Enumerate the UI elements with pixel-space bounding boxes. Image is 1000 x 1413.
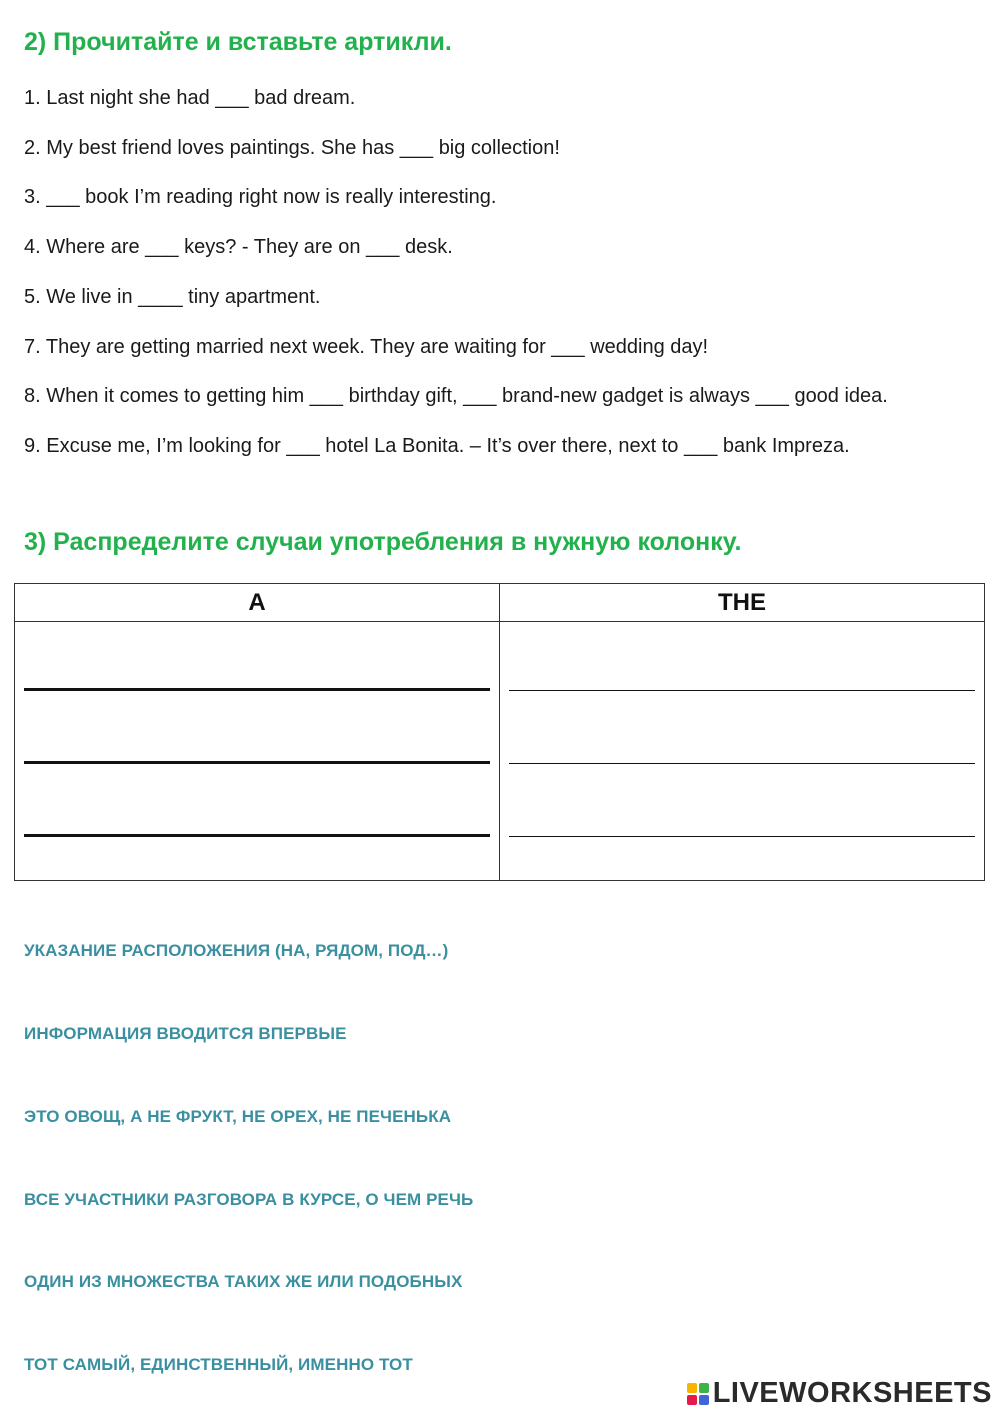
sentence-5: 5. We live in ____ tiny apartment. [24,286,321,308]
answer-line-a-3[interactable] [24,834,490,837]
column-header-a: A [15,584,500,622]
answer-line-the-3[interactable] [509,836,975,837]
sentence-7: 7. They are getting married next week. They are waiting for ___ wedding day! [24,336,709,358]
logo-text: LIVEWORKSHEETS [712,1377,992,1409]
liveworksheets-logo [687,1377,992,1410]
option-first-mention[interactable]: ИНФОРМАЦИЯ ВВОДИТСЯ ВПЕРВЫЕ [24,1024,347,1043]
option-location[interactable]: УКАЗАНИЕ РАСПОЛОЖЕНИЯ (НА, РЯДОМ, ПОД…) [24,941,449,960]
logo-grid-icon [687,1383,709,1405]
sentence-9: 9. Excuse me, I’m looking for ___ hotel La Bonita. – It’s over there, next to ___ bank Impreza. [24,435,850,457]
option-one-of-many[interactable]: ОДИН ИЗ МНОЖЕСТВА ТАКИХ ЖЕ ИЛИ ПОДОБНЫХ [24,1272,463,1291]
sentence-4: 4. Where are ___ keys? - They are on ___ desk. [24,236,453,258]
section-2-title: 2) Прочитайте и вставьте артикли. [24,28,452,56]
drop-zone-the[interactable] [500,622,985,881]
section-3-title: 3) Распределите случаи употребления в нужную колонку. [24,528,742,556]
sorting-table [14,583,985,881]
column-header-the: THE [500,584,985,622]
sentence-2: 2. My best friend loves paintings. She has ___ big collection! [24,137,560,159]
logo-square-4 [699,1395,709,1405]
option-shared-context[interactable]: ВСЕ УЧАСТНИКИ РАЗГОВОРА В КУРСЕ, О ЧЕМ РЕЧЬ [24,1190,474,1209]
answer-line-the-2[interactable] [509,763,975,764]
logo-square-2 [699,1383,709,1393]
sentence-8: 8. When it comes to getting him ___ birthday gift, ___ brand-new gadget is always ___ good idea. [24,385,888,407]
drop-zone-a[interactable] [15,622,500,881]
answer-line-a-2[interactable] [24,761,490,764]
option-vegetable[interactable]: ЭТО ОВОЩ, А НЕ ФРУКТ, НЕ ОРЕХ, НЕ ПЕЧЕНЬКА [24,1107,452,1126]
answer-line-a-1[interactable] [24,688,490,691]
option-the-very-one[interactable]: ТОТ САМЫЙ, ЕДИНСТВЕННЫЙ, ИМЕННО ТОТ [24,1355,413,1374]
sentence-3: 3. ___ book I’m reading right now is really interesting. [24,186,497,208]
answer-line-the-1[interactable] [509,690,975,691]
logo-square-3 [687,1395,697,1405]
logo-square-1 [687,1383,697,1393]
sentence-1: 1. Last night she had ___ bad dream. [24,87,356,109]
